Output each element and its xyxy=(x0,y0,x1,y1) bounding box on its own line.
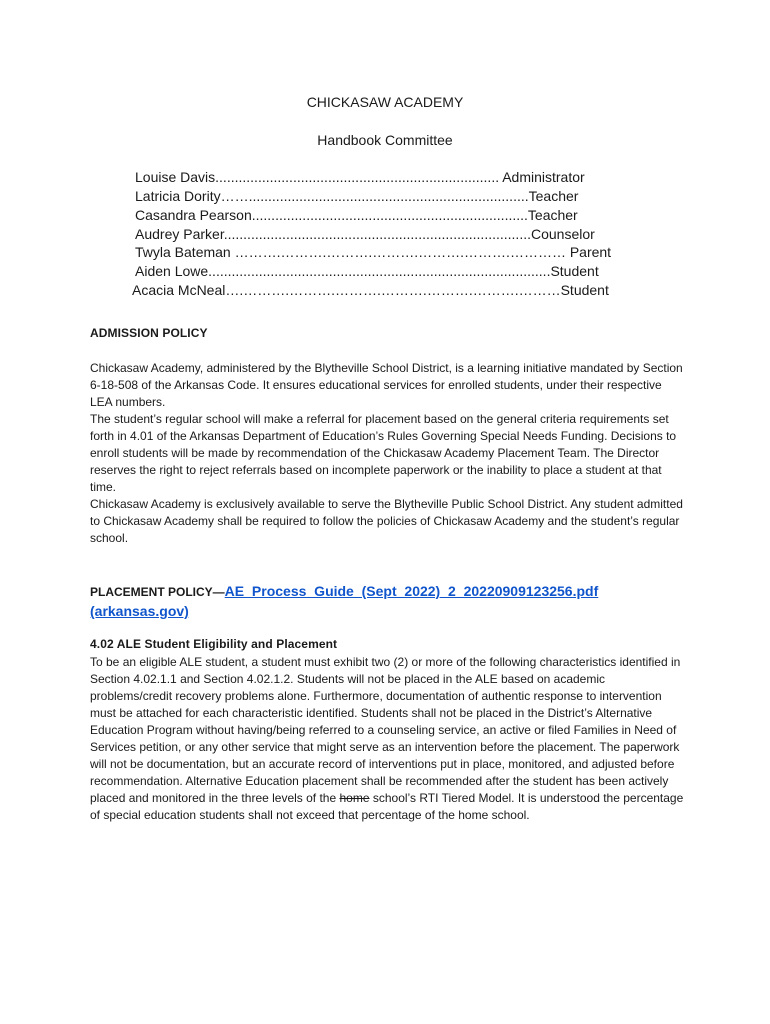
admission-body xyxy=(90,360,685,547)
committee-member: Acacia McNeal….……….……….……….……….……….……….………Student xyxy=(132,282,609,298)
admission-paragraph: The student’s regular school will make a referral for placement based on the general criteria requirements set forth in 4.01 of the Arkansas Department of Education’s Rules Governing Special Needs Funding. Decisions to enroll students will be made by recommendation of the Chickasaw Academy Placement Team. The Director reserves the right to reject referrals based on incomplete paperwork or the inability to place a student at that time. xyxy=(90,412,677,494)
committee-member: Louise Davis......................................................................... Administrator xyxy=(135,169,585,185)
arkansas-gov-link[interactable]: (arkansas.gov) xyxy=(90,603,189,619)
admission-paragraph: Chickasaw Academy is exclusively available to serve the Blytheville Public School District. Any student admitted to Chickasaw Academy shall be required to follow the policies of Chickasaw Academy and the student’s regular school. xyxy=(90,497,683,545)
placement-section xyxy=(90,582,685,622)
committee-member: Casandra Pearson.......................................................................Teacher xyxy=(135,207,578,223)
committee-member: Audrey Parker...............................................................................Counselor xyxy=(135,226,595,242)
eligibility-body xyxy=(90,654,685,824)
page-subtitle: Handbook Committee xyxy=(317,132,453,148)
placement-heading: PLACEMENT POLICY— xyxy=(90,585,225,599)
admission-paragraph: Chickasaw Academy, administered by the Blytheville School District, is a learning initiative mandated by Section 6-18-508 of the Arkansas Code. It ensures educational services for enrolled students, under their respective LEA numbers. xyxy=(90,361,683,409)
eligibility-heading: 4.02 ALE Student Eligibility and Placement xyxy=(90,637,338,651)
admission-heading: ADMISSION POLICY xyxy=(90,326,208,340)
ae-process-guide-link[interactable]: AE_Process_Guide_(Sept_2022)_2_20220909123256.pdf xyxy=(224,583,599,599)
committee-member: Twyla Bateman ……….……….……….……….……….……….………… Parent xyxy=(135,244,612,260)
eligibility-text-end: school’s RTI Tiered Model. It is understood the percentage of special education students shall not exceed that percentage of the home school. xyxy=(90,791,684,822)
committee-member: Aiden Lowe........................................................................................Student xyxy=(135,263,599,279)
struck-word: home xyxy=(339,791,370,805)
page-title: CHICKASAW ACADEMY xyxy=(306,94,464,110)
eligibility-text: To be an eligible ALE student, a student must exhibit two (2) or more of the following characteristics identified in Section 4.02.1.1 and Section 4.02.1.2. Students will not be placed in the ALE based on academic problems/credit recovery problems alone. Furthermore, documentation of authentic response to intervention must be attached for each characteristic identified. Students shall not be placed in the District’s Alternative Education Program without having/being referred to a counseling service, an active or filed Families in Need of Services petition, or any other service that might serve as an intervention before the placement. The paperwork will not be documentation, but an accurate record of interventions put in place, monitored, and adjusted before recommendation. Alternative Education placement shall be recommended after the student has been actively placed and monitored in the three levels of the xyxy=(90,655,681,805)
committee-member: Latricia Dority……........................................................................Teacher xyxy=(135,188,579,204)
